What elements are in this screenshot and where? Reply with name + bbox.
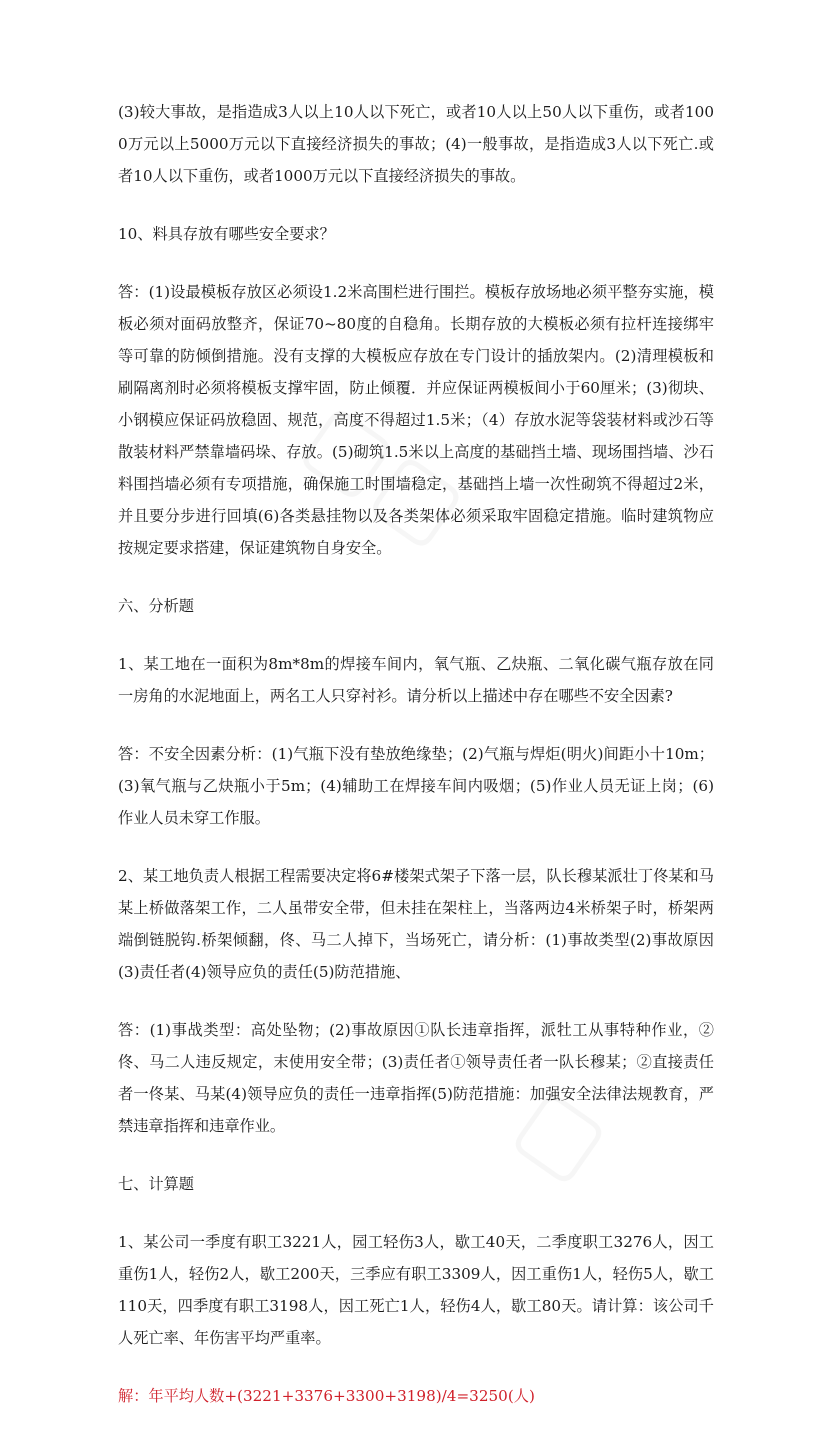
section-analysis-title: 六、分析题 [118, 597, 194, 615]
analysis-question-1: 1、某工地在一面积为8m*8m的焊接车间内，氧气瓶、乙炔瓶、二氧化碳气瓶存放在同一房角的水泥地面上，两名工人只穿衬衫。请分析以上描述中存在哪些不安全因素? [118, 655, 714, 705]
calculation-solution: 解：年平均人数+(3221+3376+3300+3198)/4=3250(人) [118, 1387, 535, 1405]
paragraph-accident-levels: (3)较大事故，是指造成3人以上10人以下死亡，或者10人以上50人以下重伤，或者1000万元以上5000万元以下直接经济损失的事故；(4)一般事故，是指造成3人以下死亡.或者10人以下重伤，或者1000万元以下直接经济损失的事故。 [118, 103, 714, 185]
analysis-answer-1: 答：不安全因素分析：(1)气瓶下没有垫放绝缘垫；(2)气瓶与焊炬(明火)间距小十10m；(3)氧气瓶与乙炔瓶小于5m；(4)辅助工在焊接车间内吸烟；(5)作业人员无证上岗；(6)作业人员未穿工作服。 [118, 745, 714, 827]
analysis-question-2: 2、某工地负责人根据工程需要决定将6#楼架式架子下落一层，队长穆某派壮丁佟某和马某上桥做落架工作，二人虽带安全带，但未挂在架柱上，当落两边4米桥架子时，桥架两端倒链脱钩.桥架倾翻，佟、马二人掉下，当场死亡，请分析：(1)事故类型(2)事故原因(3)责任者(4)领导应负的责任(5)防范措施、 [118, 867, 714, 981]
analysis-answer-2: 答：(1)事战类型：高处坠物；(2)事故原因①队长违章指挥，派牡工从事特种作业，②佟、马二人违反规定，末使用安全带；(3)责任者①领导责任者一队长穆某；②直接责任者一佟某、马某(4)领导应负的责任一违章指挥(5)防范措施：加强安全法律法规教育，严禁违章指挥和违章作业。 [118, 1021, 714, 1135]
document-page [118, 96, 714, 1438]
answer-10: 答：(1)设最模板存放区必须设1.2米高围栏进行围拦。模板存放场地必须平整夯实施，模板必须对面码放整齐，保证70~80度的自稳角。长期存放的大模板必须有拉杆连接绑牢等可靠的防倾倒措施。没有支撑的大模板应存放在专门设计的插放架内。(2)清理模板和刷隔离剂时必须将模板支撑牢固，防止倾覆．并应保证两模板间小于60厘米；(3)彻块、小钢模应保证码放稳固、规范，高度不得超过1.5米；（4）存放水泥等袋装材料或沙石等散装材料严禁靠墙码垛、存放。(5)砌筑1.5米以上高度的基础挡土墙、现场围挡墙、沙石料围挡墙必须有专项措施，确保施工时围墙稳定，基础挡上墙一次性砌筑不得超过2米，并且要分步进行回填(6)各类悬挂物以及各类架体必须采取牢固稳定措施。临时建筑物应按规定要求搭建，保证建筑物自身安全。 [118, 283, 714, 557]
section-calculation-title: 七、计算题 [118, 1175, 194, 1193]
calculation-question-1: 1、某公司一季度有职工3221人，园工轻伤3人，歇工40天，二季度职工3276人，因工重伤1人，轻伤2人，歇工200天，三季应有职工3309人，因工重伤1人，轻伤5人，歇工110天，四季度有职工3198人，因工死亡1人，轻伤4人，歇工80天。请计算：该公司千人死亡率、年伤害平均严重率。 [118, 1233, 714, 1347]
question-10: 10、料具存放有哪些安全要求？ [118, 225, 335, 243]
